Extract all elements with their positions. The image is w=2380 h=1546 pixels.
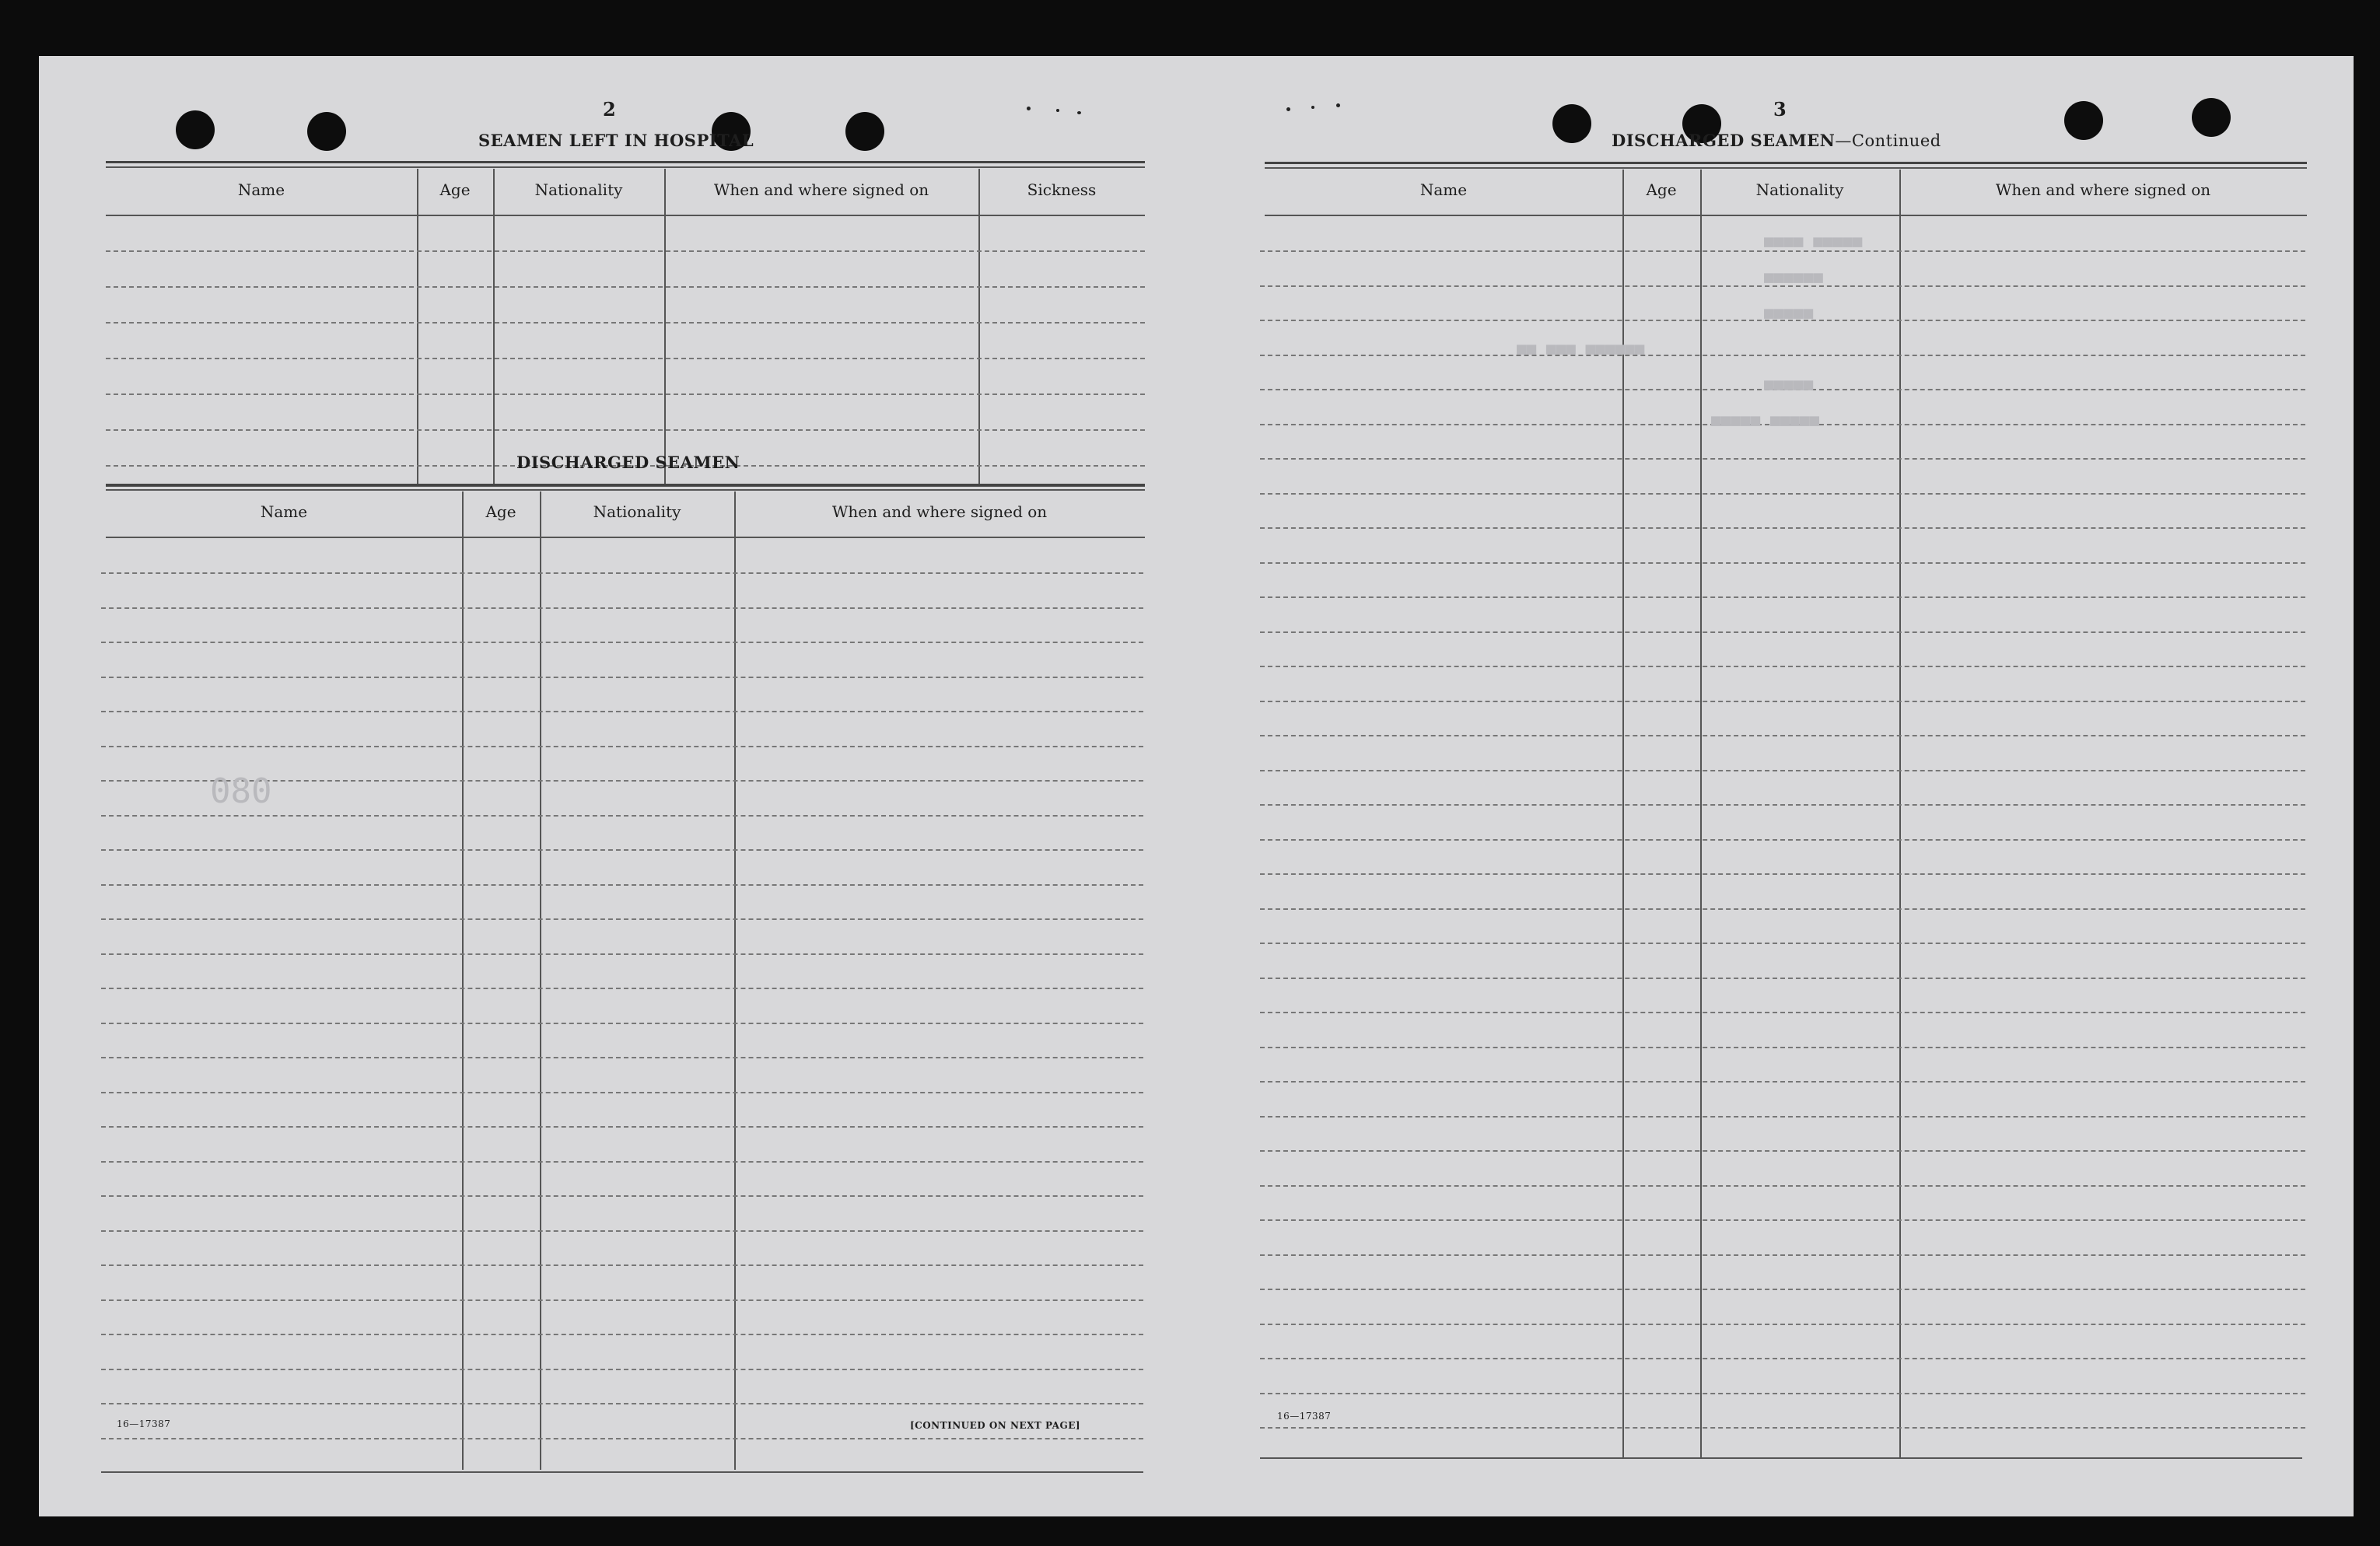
column-divider <box>664 169 666 486</box>
section-title-text: DISCHARGED SEAMEN <box>1612 131 1836 150</box>
column-header-name: Name <box>237 180 285 199</box>
table-row <box>106 250 1145 252</box>
section-title-discharged: DISCHARGED SEAMEN <box>516 453 740 472</box>
column-divider <box>417 169 418 486</box>
table-row <box>101 1023 1143 1024</box>
table-row <box>1260 1393 2305 1394</box>
table-row <box>1260 804 2305 806</box>
bleed-through-text: ■■■■■ <box>1764 375 1814 393</box>
table-row <box>101 884 1143 886</box>
ink-speck <box>1056 109 1059 112</box>
table-top-rule <box>1265 162 2307 164</box>
column-header-signed-on: When and where signed on <box>831 502 1048 521</box>
table-row <box>1260 1427 2305 1429</box>
table-row <box>101 1092 1143 1093</box>
column-divider <box>978 169 980 486</box>
form-number: 16—17387 <box>117 1418 171 1429</box>
table-row <box>101 1161 1143 1163</box>
column-header-name: Name <box>1419 180 1468 199</box>
header-bottom-rule <box>106 215 1145 216</box>
table-row <box>101 1403 1143 1404</box>
table-row <box>101 677 1143 678</box>
punch-hole <box>2192 98 2231 137</box>
table-row <box>106 286 1145 288</box>
table-row <box>101 711 1143 712</box>
column-header-nationality: Nationality <box>1755 180 1844 199</box>
table-row <box>1260 1219 2305 1221</box>
table-row <box>101 1057 1143 1058</box>
table-row <box>106 322 1145 324</box>
column-header-signed-on: When and where signed on <box>1995 180 2211 199</box>
table-row <box>1260 978 2305 979</box>
table-row <box>101 607 1143 609</box>
table-row <box>1260 839 2305 841</box>
table-row <box>1260 1289 2305 1290</box>
table-top-rule <box>106 161 1145 163</box>
table-row <box>101 746 1143 747</box>
table-row <box>1260 735 2305 736</box>
ink-speck <box>1336 103 1340 107</box>
table-row <box>101 1230 1143 1232</box>
table-row <box>1260 562 2305 564</box>
column-divider <box>1700 170 1702 1457</box>
table-row <box>101 1369 1143 1370</box>
bleed-through-text: ■■■■■ ■■■■■ <box>1711 411 1820 429</box>
section-title-hospital: SEAMEN LEFT IN HOSPITAL <box>478 131 754 150</box>
ink-speck <box>1027 107 1031 110</box>
column-header-age: Age <box>485 502 516 521</box>
table-row <box>1260 1047 2305 1048</box>
table-row <box>101 572 1143 574</box>
header-bottom-rule <box>1265 215 2307 216</box>
table-row <box>101 1264 1143 1266</box>
table-row <box>1260 1081 2305 1083</box>
table-row <box>1260 1012 2305 1013</box>
column-header-signed-on: When and where signed on <box>713 180 929 199</box>
table-row <box>1260 1185 2305 1187</box>
table-row <box>1260 770 2305 771</box>
table-row <box>1260 666 2305 667</box>
bleed-through-text: ■■■■■■ <box>1764 268 1823 286</box>
table-bottom-rule <box>101 1471 1143 1473</box>
table-row <box>101 1195 1143 1197</box>
table-row <box>1260 458 2305 460</box>
table-top-rule <box>1265 167 2307 169</box>
column-divider <box>540 491 541 1470</box>
table-row <box>1260 873 2305 875</box>
section-title-suffix: —Continued <box>1835 131 1941 150</box>
bleed-through-text: ■■ ■■■ ■■■■■■ <box>1517 339 1645 358</box>
ink-speck <box>1077 111 1081 114</box>
table-row <box>101 988 1143 989</box>
table-row <box>101 1126 1143 1128</box>
table-row <box>101 1299 1143 1301</box>
table-row <box>1260 1150 2305 1152</box>
table-row <box>101 815 1143 817</box>
table-row <box>106 393 1145 395</box>
table-row <box>101 1438 1143 1439</box>
column-header-age: Age <box>1646 180 1677 199</box>
bleed-through-text: 080 <box>210 771 272 811</box>
table-row <box>106 358 1145 359</box>
table-row <box>106 429 1145 431</box>
table-row <box>1260 701 2305 702</box>
page-number: 2 <box>603 98 616 121</box>
table-row <box>1260 250 2305 252</box>
document-sheet <box>39 56 2354 1516</box>
punch-hole <box>845 112 884 151</box>
table-row <box>1260 527 2305 529</box>
table-row <box>101 642 1143 643</box>
table-row <box>1260 1324 2305 1325</box>
column-header-sickness: Sickness <box>1027 180 1097 199</box>
table-row <box>1260 908 2305 910</box>
bleed-through-text: ■■■■ ■■■■■ <box>1764 232 1863 250</box>
table-row <box>1260 1358 2305 1359</box>
page-number: 3 <box>1773 98 1787 121</box>
section-title-discharged-continued <box>1612 131 1941 150</box>
table-row <box>1260 355 2305 356</box>
punch-hole <box>307 112 346 151</box>
punch-hole <box>2064 101 2103 140</box>
column-header-age: Age <box>439 180 471 199</box>
table-top-rule <box>106 166 1145 168</box>
continued-note: [CONTINUED ON NEXT PAGE] <box>910 1420 1081 1431</box>
form-number: 16—17387 <box>1277 1411 1332 1422</box>
table-row <box>101 918 1143 920</box>
table-row <box>101 1334 1143 1335</box>
punch-hole <box>1552 104 1591 143</box>
table-top-rule <box>106 484 1145 486</box>
column-header-nationality: Nationality <box>593 502 681 521</box>
table-row <box>1260 631 2305 633</box>
table-row <box>101 953 1143 955</box>
column-header-nationality: Nationality <box>534 180 623 199</box>
ink-speck <box>1286 107 1290 111</box>
ink-speck <box>1311 106 1314 109</box>
column-divider <box>1622 170 1624 1457</box>
punch-hole <box>176 110 215 149</box>
column-divider <box>734 491 736 1470</box>
table-row <box>1260 1254 2305 1256</box>
table-row <box>1260 596 2305 598</box>
column-divider <box>493 169 495 486</box>
table-row <box>101 849 1143 851</box>
column-divider <box>462 491 464 1470</box>
table-top-rule <box>106 489 1145 491</box>
table-row <box>1260 1116 2305 1118</box>
bleed-through-text: ■■■■■ <box>1764 303 1814 322</box>
header-bottom-rule <box>106 537 1145 538</box>
column-divider <box>1899 170 1901 1457</box>
table-row <box>1260 493 2305 495</box>
table-row <box>1260 943 2305 944</box>
table-bottom-rule <box>1260 1457 2302 1459</box>
column-header-name: Name <box>260 502 308 521</box>
